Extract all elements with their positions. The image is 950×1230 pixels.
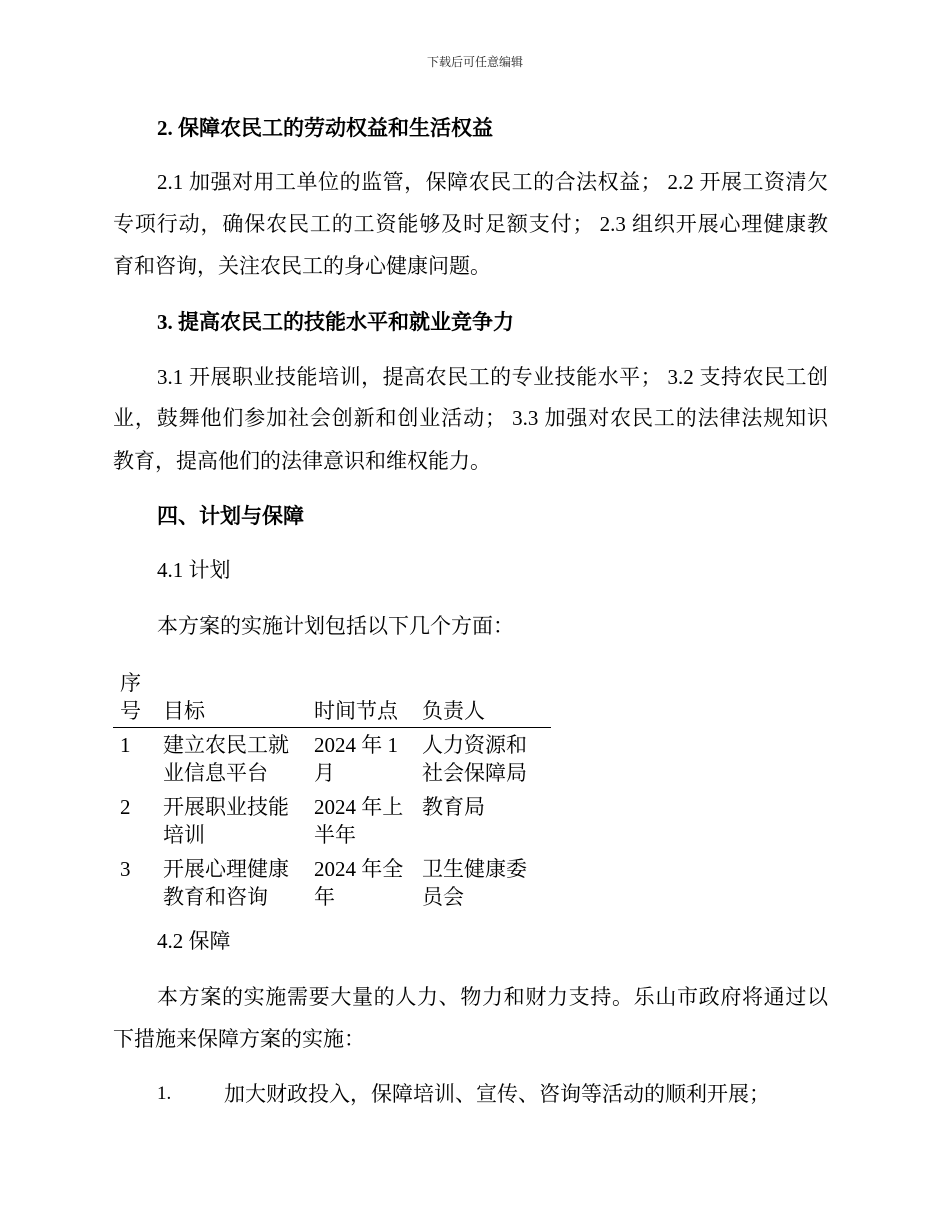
cell-goal: 开展心理健康教育和咨询: [163, 857, 289, 909]
section-heading: 2. 保障农民工的劳动权益和生活权益: [157, 116, 493, 140]
cell-owner: 教育局: [422, 795, 485, 819]
cell-no: 3: [120, 857, 131, 881]
cell-time: 2024 年上半年: [314, 795, 404, 847]
list-item-marker: 1.: [157, 1083, 172, 1104]
cell-no: 2: [120, 795, 131, 819]
plan-intro: 本方案的实施计划包括以下几个方面：: [157, 614, 514, 638]
paragraph-line: 3.1 开展职业技能培训，提高农民工的专业技能水平； 3.2 支持农民工创: [157, 365, 828, 389]
cell-no: 1: [120, 733, 131, 757]
table-row: [113, 728, 551, 790]
table-row: [113, 790, 551, 852]
table-row: [113, 852, 551, 914]
cell-goal: 开展职业技能培训: [163, 795, 289, 847]
plan-table: [113, 669, 551, 914]
paragraph-line: 2.1 加强对用工单位的监管，保障农民工的合法权益； 2.2 开展工资清欠: [157, 170, 828, 194]
paragraph-line: 专项行动，确保农民工的工资能够及时足额支付； 2.3 组织开展心理健康教: [113, 212, 828, 236]
subsection-heading-plan: 4.1 计划: [157, 558, 231, 582]
cell-time: 2024 年全年: [314, 857, 404, 909]
column-header-time: 时间节点: [314, 699, 398, 723]
paragraph-line: 教育，提高他们的法律意识和维权能力。: [113, 449, 491, 473]
page-header-note: 下载后可任意编辑: [426, 55, 523, 69]
column-header-owner: 负责人: [422, 699, 485, 723]
cell-owner: 人力资源和社会保障局: [422, 733, 527, 785]
cell-time: 2024 年 1 月: [314, 733, 398, 785]
section-heading: 3. 提高农民工的技能水平和就业竞争力: [157, 310, 514, 334]
table-header-row: [113, 669, 551, 728]
chapter-heading: 四、计划与保障: [157, 504, 304, 528]
column-header-no: 序号: [120, 671, 141, 723]
subsection-heading-guarantee: 4.2 保障: [157, 929, 231, 953]
paragraph-line: 育和咨询，关注农民工的身心健康问题。: [113, 254, 491, 278]
cell-goal: 建立农民工就业信息平台: [163, 733, 289, 785]
paragraph-line: 本方案的实施需要大量的人力、物力和财力支持。乐山市政府将通过以: [157, 985, 828, 1009]
cell-owner: 卫生健康委员会: [422, 857, 527, 909]
paragraph-line: 下措施来保障方案的实施：: [113, 1027, 365, 1051]
list-item-text: 加大财政投入，保障培训、宣传、咨询等活动的顺利开展；: [224, 1082, 770, 1106]
column-header-goal: 目标: [163, 699, 205, 723]
paragraph-line: 业，鼓舞他们参加社会创新和创业活动； 3.3 加强对农民工的法律法规知识: [113, 406, 828, 430]
